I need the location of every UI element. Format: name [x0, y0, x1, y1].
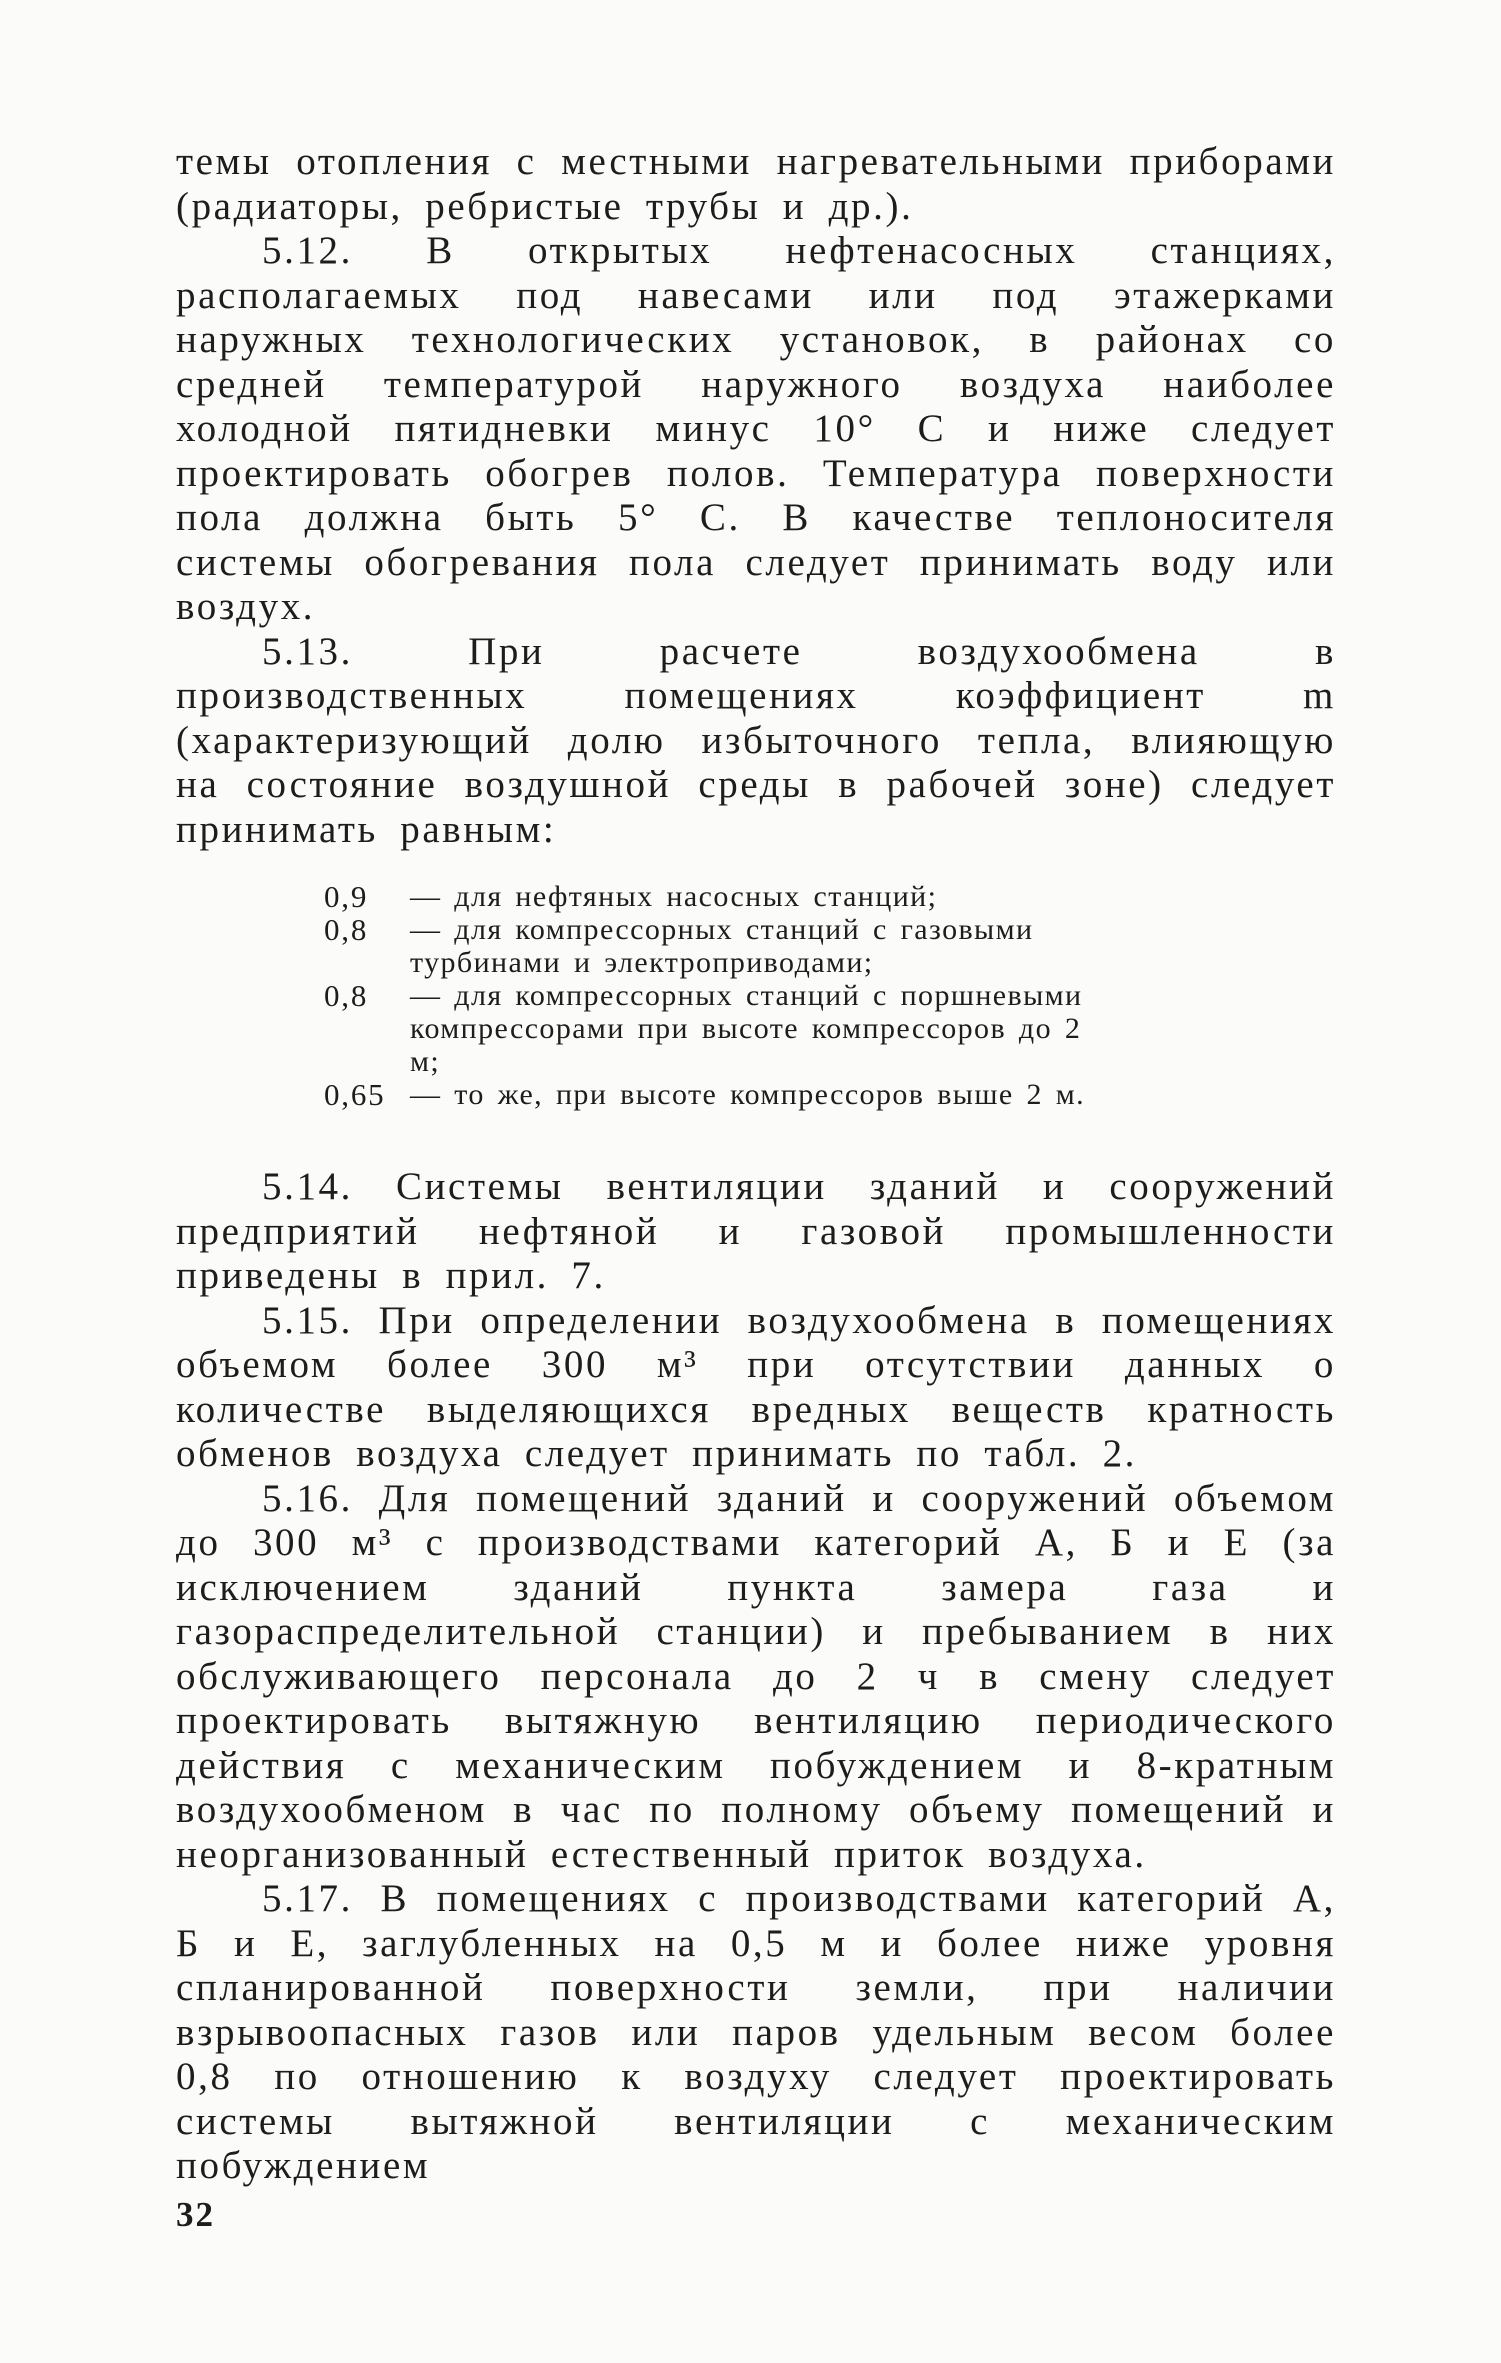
coefficient-value: 0,8: [324, 912, 369, 947]
coefficient-value: 0,8: [324, 978, 369, 1013]
coefficient-description: — то же, при высоте компрессоров выше 2 м.: [410, 1078, 1086, 1111]
paragraph-5-17: 5.17. В помещениях с производствами категорий А, Б и Е, заглубленных на 0,5 м и более ниже уровня спланированной поверхности земли, при наличии взрывоопасных газов или паров удельным весом более 0,8 по отношению к воздуху следует проектировать системы вытяжной вентиляции с механическим побуждением: [176, 1877, 1336, 2187]
page-number: 32: [176, 2195, 215, 2234]
paragraph-5-13: 5.13. При расчете воздухообмена в производственных помещениях коэффициент m (характеризующий долю избыточного тепла, влияющую на состояние воздушной среды в рабочей зоне) следует принимать равным:: [176, 629, 1336, 851]
coefficient-value: 0,9: [324, 879, 369, 914]
coefficient-value: 0,65: [324, 1077, 386, 1112]
coefficient-description: — для компрессорных станций с поршневыми компрессорами при высоте компрессоров до 2 м;: [410, 979, 1083, 1078]
list-item: [324, 1078, 1336, 1111]
paragraph-5-14: 5.14. Системы вентиляции зданий и сооружений предприятий нефтяной и газовой промышленности приведены в прил. 7.: [176, 1165, 1336, 1297]
coefficient-description: — для компрессорных станций с газовыми турбинами и электроприводами;: [410, 913, 1034, 979]
coefficient-description: — для нефтяных насосных станций;: [410, 880, 938, 913]
paragraph-5-15: 5.15. При определении воздухообмена в помещениях объемом более 300 м³ при отсутствии данных о количестве выделяющихся вредных веществ кратность обменов воздуха следует принимать по табл. 2.: [176, 1298, 1336, 1475]
paragraph-continuation: темы отопления с местными нагревательными приборами (радиаторы, ребристые трубы и др.).: [176, 140, 1336, 228]
page-body: [176, 140, 1336, 2189]
coefficient-list: [176, 880, 1336, 1111]
paragraph-5-12: 5.12. В открытых нефтенасосных станциях, располагаемых под навесами или под этажерками наружных технологических установок, в районах со средней температурой наружного воздуха наиболее холодной пятидневки минус 10° С и ниже следует проектировать обогрев полов. Температура поверхности пола должна быть 5° С. В качестве теплоносителя системы обогревания пола следует принимать воду или воздух.: [176, 229, 1336, 628]
list-item: [324, 913, 1336, 979]
list-item: [324, 880, 1336, 913]
list-item: [324, 979, 1336, 1078]
paragraph-5-16: 5.16. Для помещений зданий и сооружений объемом до 300 м³ с производствами категорий А, Б и Е (за исключением зданий пункта замера газа и газораспределительной станции) и пребыванием в них обслуживающего персонала до 2 ч в смену следует проектировать вытяжную вентиляцию периодического действия с механическим побуждением и 8-кратным воздухообменом в час по полному объему помещений и неорганизованный естественный приток воздуха.: [176, 1476, 1336, 1876]
